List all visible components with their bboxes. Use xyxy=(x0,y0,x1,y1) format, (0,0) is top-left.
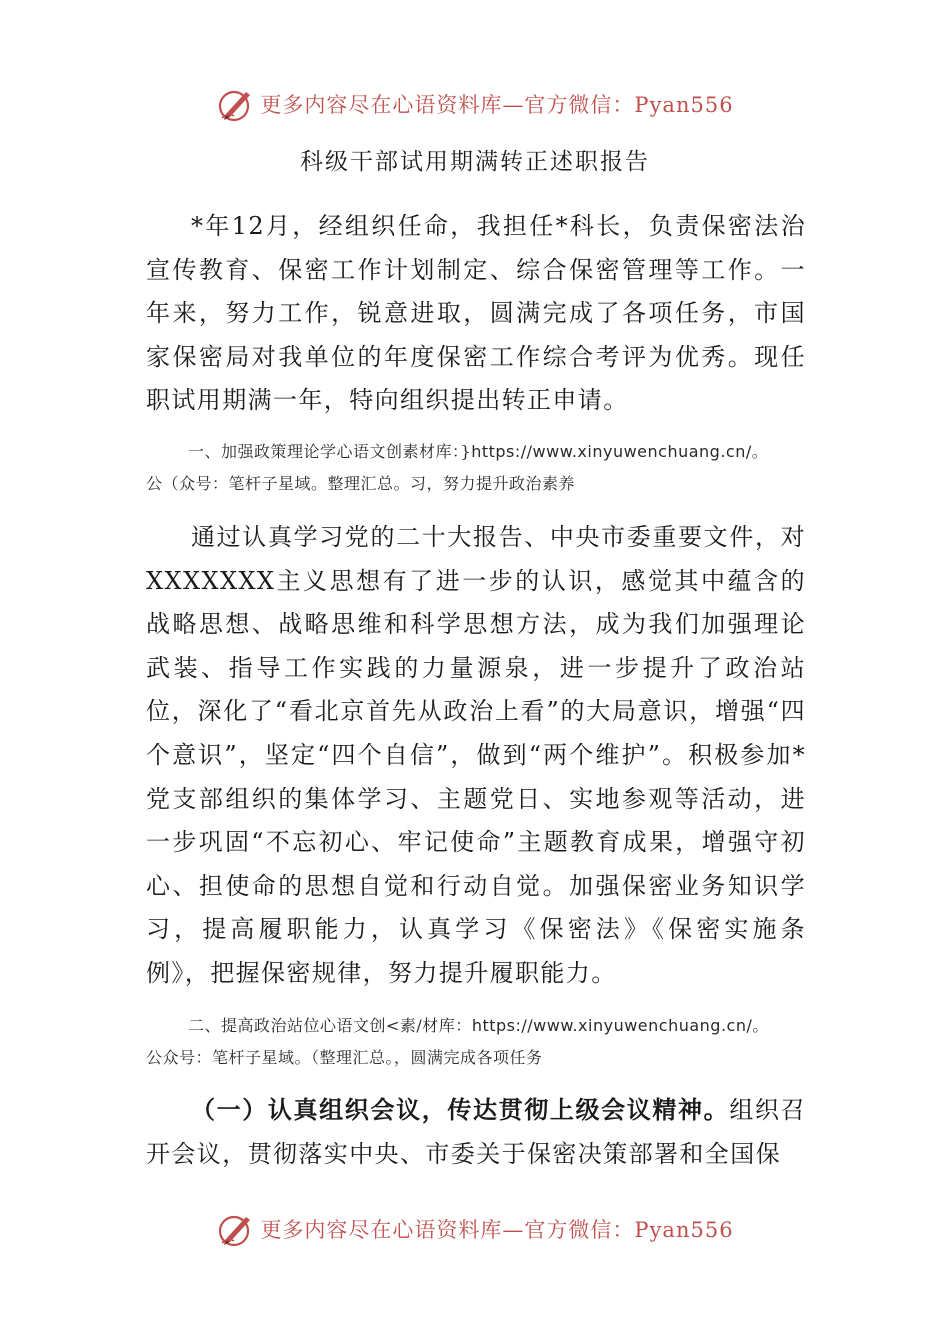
note-2-prefix: 二、提高政治站位心语文创<素/材库： xyxy=(188,1016,472,1035)
pen-logo-icon xyxy=(216,84,256,124)
section-heading-note-1 xyxy=(146,436,816,500)
header-watermark-banner xyxy=(0,82,950,126)
note-2-url: https://www.xinyuwenchuang.cn/ xyxy=(471,1016,753,1035)
paragraph-3-lead: （一）认真组织会议，传达贯彻上级会议精神。 xyxy=(191,1095,730,1124)
banner-text: 更多内容尽在心语资料库—官方微信：Pyan556 xyxy=(260,1218,734,1242)
pen-logo-icon xyxy=(216,1209,256,1249)
paragraph-meetings xyxy=(146,1088,806,1176)
note-1-url: https://www.xinyuwenchuang.cn/ xyxy=(471,442,752,461)
note-1-line-2: 公（众号：笔杆子星域。整理汇总。习，努力提升政治素养 xyxy=(146,474,576,493)
note-1-prefix: 一、加强政策理论学心语文创素材库：} xyxy=(188,442,472,461)
banner-text: 更多内容尽在心语资料库—官方微信：Pyan556 xyxy=(260,93,734,117)
section-heading-note-2 xyxy=(146,1010,816,1074)
note-2-suffix: 。 xyxy=(752,1016,769,1035)
note-2-line-1 xyxy=(146,1010,816,1042)
paragraph-3-rest: 组织召开会议，贯彻落实中央、市委关于保密决策部署和全国保 xyxy=(146,1096,806,1168)
note-1-line-1 xyxy=(146,436,816,468)
document-title: 科级干部试用期满转正述职报告 xyxy=(300,149,650,175)
paragraph-political-study: 通过认真学习党的二十大报告、中央市委重要文件，对XXXXXXX主义思想有了进一步的认识，感觉其中蕴含的战略思想、战略思维和科学思想方法，成为我们加强理论武装、指导工作实践的力量源泉，进一步提升了政治站位，深化了“看北京首先从政治上看”的大局意识，增强“四个意识”，坚定“四个自信”，做到“两个维护”。积极参加*党支部组织的集体学习、主题党日、实地参观等活动，进一步巩固“不忘初心、牢记使命”主题教育成果，增强守初心、担使命的思想自觉和行动自觉。加强保密业务知识学习，提高履职能力，认真学习《保密法》《保密实施条例》，把握保密规律，努力提升履职能力。 xyxy=(146,523,806,987)
note-2-line-2: 公众号：笔杆子星域。（整理汇总。，圆满完成各项任务 xyxy=(146,1048,543,1067)
footer-watermark-banner xyxy=(0,1207,950,1251)
paragraph-intro: *年12月，经组织任命，我担任*科长，负责保密法治宣传教育、保密工作计划制定、综合保密管理等工作。一年来，努力工作，锐意进取，圆满完成了各项任务，市国家保密局对我单位的年度保密工作综合考评为优秀。现任职试用期满一年，特向组织提出转正申请。 xyxy=(146,212,806,415)
note-1-suffix: 。 xyxy=(751,442,769,461)
